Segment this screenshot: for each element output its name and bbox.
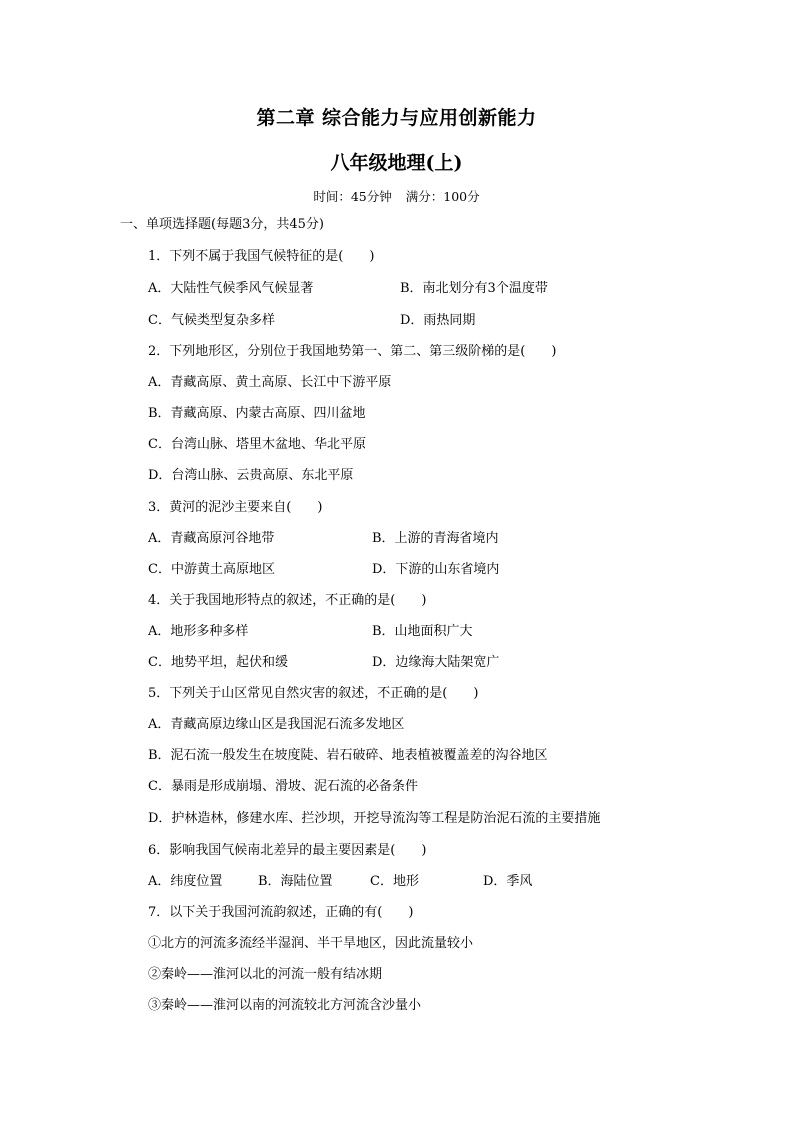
question-2-option-d: D．台湾山脉、云贵高原、东北平原 (148, 468, 354, 483)
question-5-option-b: B．泥石流一般发生在坡度陡、岩石破碎、地表植被覆盖差的沟谷地区 (148, 748, 548, 763)
question-2-option-b: B．青藏高原、内蒙古高原、四川盆地 (148, 406, 366, 421)
question-1-option-d: D．雨热同期 (400, 313, 476, 328)
question-4-option-b: B．山地面积广大 (372, 624, 473, 639)
question-6-stem: 6．影响我国气候南北差异的最主要因素是( ) (148, 843, 427, 858)
question-5-option-a: A．青藏高原边缘山区是我国泥石流多发地区 (148, 717, 405, 732)
exam-score: 满分：100分 (405, 189, 480, 204)
question-3-option-a: A．青藏高原河谷地带 (148, 531, 275, 546)
document-subtitle: 八年级地理(上) (330, 152, 463, 174)
question-4-stem: 4．关于我国地形特点的叙述，不正确的是( ) (148, 593, 427, 608)
exam-meta (0, 187, 793, 205)
question-5-stem: 5．下列关于山区常见自然灾害的叙述，不正确的是( ) (148, 686, 479, 701)
question-4-option-a: A．地形多种多样 (148, 624, 249, 639)
section-heading: 一、单项选择题(每题3分，共45分) (120, 217, 324, 232)
question-5-option-d: D．护林造林，修建水库、拦沙坝，开挖导流沟等工程是防治泥石流的主要措施 (148, 811, 601, 826)
question-1-option-a: A．大陆性气候季风气候显著 (148, 281, 314, 296)
question-4-option-d: D．边缘海大陆架宽广 (372, 655, 500, 670)
question-7-statement-3: ③秦岭——淮河以南的河流较北方河流含沙量小 (148, 998, 422, 1013)
question-4-option-c: C．地势平坦，起伏和缓 (148, 655, 288, 670)
question-6-option-d: D．季风 (483, 874, 533, 889)
question-3-stem: 3．黄河的泥沙主要来自( ) (148, 500, 323, 515)
question-5-option-c: C．暴雨是形成崩塌、滑坡、泥石流的必备条件 (148, 779, 418, 794)
question-1-option-b: B．南北划分有3个温度带 (400, 281, 548, 296)
question-2-stem: 2．下列地形区，分别位于我国地势第一、第二、第三级阶梯的是( ) (148, 344, 557, 359)
question-1-option-c: C．气候类型复杂多样 (148, 313, 275, 328)
document-title: 第二章 综合能力与应用创新能力 (256, 107, 537, 129)
question-2-option-c: C．台湾山脉、塔里木盆地、华北平原 (148, 437, 366, 452)
question-7-stem: 7．以下关于我国河流韵叙述，正确的有( ) (148, 905, 414, 920)
exam-time: 时间：45分钟 (313, 189, 392, 204)
question-7-statement-2: ②秦岭——淮河以北的河流一般有结冰期 (148, 967, 383, 982)
question-7-statement-1: ①北方的河流多流经半湿润、半干旱地区，因此流量较小 (148, 936, 474, 951)
question-6-option-c: C．地形 (370, 874, 419, 889)
question-6-option-a: A．纬度位置 (148, 874, 223, 889)
question-3-option-c: C．中游黄土高原地区 (148, 562, 275, 577)
question-2-option-a: A．青藏高原、黄土高原、长江中下游平原 (148, 375, 392, 390)
question-1-stem: 1．下列不属于我国气候特征的是( ) (148, 249, 375, 264)
question-3-option-d: D．下游的山东省境内 (372, 562, 500, 577)
question-6-option-b: B．海陆位置 (258, 874, 333, 889)
question-3-option-b: B．上游的青海省境内 (372, 531, 499, 546)
